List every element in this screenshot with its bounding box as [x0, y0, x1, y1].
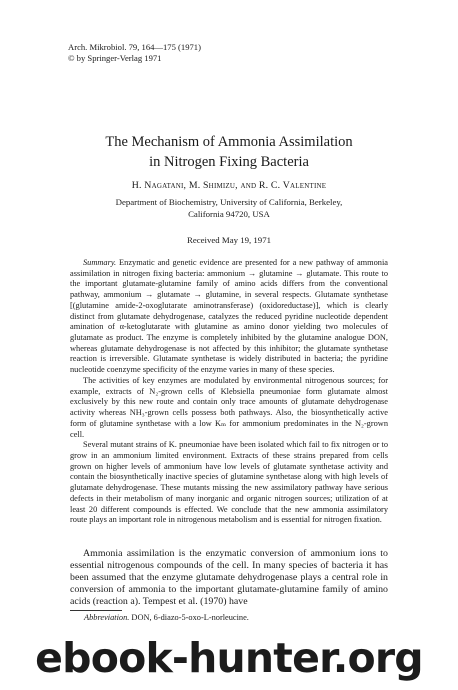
- footnote-rule: [70, 610, 122, 611]
- affiliation-line-1: Department of Biochemistry, University of California, Berkeley,: [115, 197, 343, 207]
- summary-paragraph-1: [70, 258, 388, 376]
- summary-text-1: Enzymatic and genetic evidence are presented for a new pathway of ammonia assimilation in nitrogen fixing bacteria: ammonium → glutamine → glutamate. This route to the important glutamate-glutamine family of amino acids differs from the conventional pathway, ammonium → glutamate → glutamine, in several respects. Glutamate synthetase [(glutamine amide-2-oxoglutarate aminotransferase) (oxidoreductase)], which is clearly distinct from glutamate dehydrogenase, catalyzes the reduced pyridine nucleotide dependent amination of α-ketoglutarate with glutamine as amino donor yielding two molecules of glutamate as product. The enzyme is completely inhibited by the glutamine analogue DON, whereas glutamate dehydrogenase is not affected by this inhibitor; the glutamate synthetase reaction is irreversible. Glutamate synthetase is widely distributed in bacteria; the pyridine nucleotide coenzyme specificity of the enzyme varies in many of these species.: [70, 258, 388, 375]
- summary-section: [70, 258, 388, 526]
- affiliation: [0, 197, 458, 220]
- author-list: H. Nagatani, M. Shimizu, and R. C. Valentine: [131, 180, 327, 191]
- footnote-label: Abbreviation.: [84, 613, 130, 622]
- summary-paragraph-2: The activities of key enzymes are modulated by environmental nitrogenous sources; for example, extracts of N₂-grown cells of Klebsiella pneumoniae form glutamate almost exclusively by this new route and contain only trace amounts of glutamate dehydrogenase activity whereas NH₃-grown cells possess both pathways. Also, the biosynthetically active form of glutamine synthetase with a low Kₘ for ammonium predominates in the N₂-grown cell.: [70, 375, 388, 439]
- copyright-line: © by Springer-Verlag 1971: [68, 53, 162, 63]
- journal-citation: Arch. Mikrobiol. 79, 164—175 (1971): [68, 42, 201, 52]
- summary-paragraph-3: Several mutant strains of K. pneumoniae have been isolated which fail to fix nitrogen or to grow in an ammonium limited environment. Extracts of these strains prepared from cells grown on higher levels of ammonium have low levels of glutamate synthetase activity and contain the biosynthetically inactive species of glutamine synthetase along with high levels of glutamate dehydrogenase. These mutants missing the new assimilatory pathway have serious defects in their metabolism of many inorganic and organic nitrogen sources; utilization of at least 20 different compounds is effected. We conclude that the new ammonia assimilatory route plays an important role in nitrogenous metabolism and is essential for nitrogen fixation.: [70, 440, 388, 525]
- body-text: [70, 548, 388, 608]
- footnote-text: DON, 6-diazo-5-oxo-L-norleucine.: [129, 613, 249, 622]
- body-paragraph: Ammonia assimilation is the enzymatic conversion of ammonium ions to essential nitrogenous compounds of the cell. In many species of bacteria it has been assumed that the enzyme glutamate dehydrogenase plays a central role in conversion of ammonia to the important glutamate-glutamine family of amino acids (reaction a). Tempest et al. (1970) have: [70, 548, 388, 607]
- title-line-2: in Nitrogen Fixing Bacteria: [149, 154, 309, 170]
- journal-header: [68, 42, 201, 64]
- watermark: ebook-hunter.org: [35, 634, 423, 682]
- summary-label: Summary.: [83, 258, 117, 267]
- title-line-1: The Mechanism of Ammonia Assimilation: [105, 134, 353, 150]
- footnote: [84, 613, 249, 622]
- received-date: Received May 19, 1971: [186, 235, 272, 245]
- affiliation-line-2: California 94720, USA: [188, 208, 270, 219]
- paper-title: [0, 132, 458, 172]
